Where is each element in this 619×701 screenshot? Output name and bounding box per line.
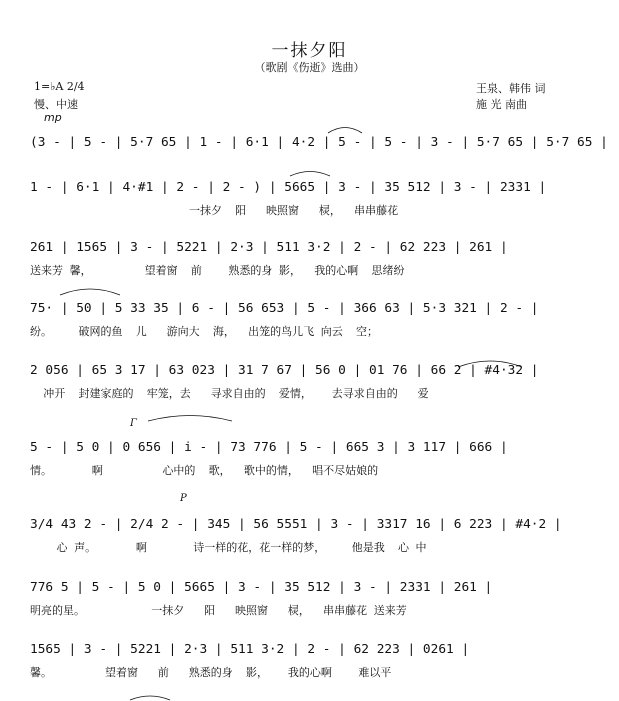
score-row-lyrics: 冲开 封建家庭的 牢笼，去 寻求自由的 爱情， 去寻求自由的 爱	[30, 387, 429, 400]
tempo-marking: 慢、中速	[34, 98, 78, 111]
score-row-lyrics: 纷。 破网的鱼 儿 游向大 海， 出笼的鸟儿飞 向云 空；	[30, 325, 378, 338]
page-title: 一抹夕阳	[271, 41, 348, 61]
score-row-notes: 776 5 | 5 - | 5 0 | 5665 | 3 - | 35 512 | 3 - | 2331 | 261 |	[30, 580, 493, 595]
key-signature: 1=♭A 2/4	[34, 80, 85, 93]
score-row-notes: 1565 | 3 - | 5221 | 2·3 | 511 3·2 | 2 - | 62 223 | 0261 |	[30, 642, 470, 657]
composer-credit: 施 光 南曲	[476, 98, 527, 111]
score-row-notes: 3/4 43 2 - | 2/4 2 - | 345 | 56 5551 | 3 - | 3317 16 | 6 223 | #4·2 |	[30, 517, 562, 532]
score-row-notes: 1 - | 6·1 | 4·#1 | 2 - | 2 - ) | 5665 | 3 - | 35 512 | 3 - | 2331 |	[30, 180, 547, 195]
score-row-lyrics: 馨。 望着窗 前 熟悉的身 影， 我的心啊 难以平	[30, 666, 392, 679]
score-row-notes: 2 056 | 65 3 17 | 63 023 | 31 7 67 | 56 0 | 01 76 | 66 2 | #4·32 |	[30, 363, 539, 378]
score-row-lyrics: 心 声。 啊 诗一样的花，花一样的梦， 他是我 心 中	[30, 541, 427, 554]
dynamic-mark: P	[180, 493, 187, 504]
page-subtitle: （歌剧《伤逝》选曲）	[254, 61, 365, 74]
score-row-lyrics: 送来芳 馨， 望着窗 前 熟悉的身 影， 我的心啊 思绪纷	[30, 264, 405, 277]
score-row-notes: 261 | 1565 | 3 - | 5221 | 2·3 | 511 3·2 | 2 - | 62 223 | 261 |	[30, 240, 508, 255]
score-row-notes: 5 - | 5 0 | 0 656 | i - | 73 776 | 5 - | 665 3 | 3 117 | 666 |	[30, 440, 508, 455]
score-row-lyrics: 明亮的星。 一抹夕 阳 映照窗 棂， 串串藤花 送来芳	[30, 604, 407, 617]
score-row-notes: (3 - | 5 - | 5·7 65 | 1 - | 6·1 | 4·2 | 5 - | 5 - | 3 - | 5·7 65 | 5·7 65 |	[30, 135, 608, 150]
score-row-notes: 75· | 50 | 5 33 35 | 6 - | 56 653 | 5 - | 366 63 | 5·3 321 | 2 - |	[30, 301, 539, 316]
score-row-lyrics: 一抹夕 阳 映照窗 棂， 串串藤花	[30, 204, 399, 217]
lyricist-credit: 王泉、韩伟 词	[476, 82, 546, 95]
dynamic-mark: Γ	[130, 418, 137, 429]
dynamic-start: mp	[44, 111, 62, 124]
score-row-lyrics: 情。 啊 心中的 歌， 歌中的情， 唱不尽姑娘的	[30, 464, 379, 477]
